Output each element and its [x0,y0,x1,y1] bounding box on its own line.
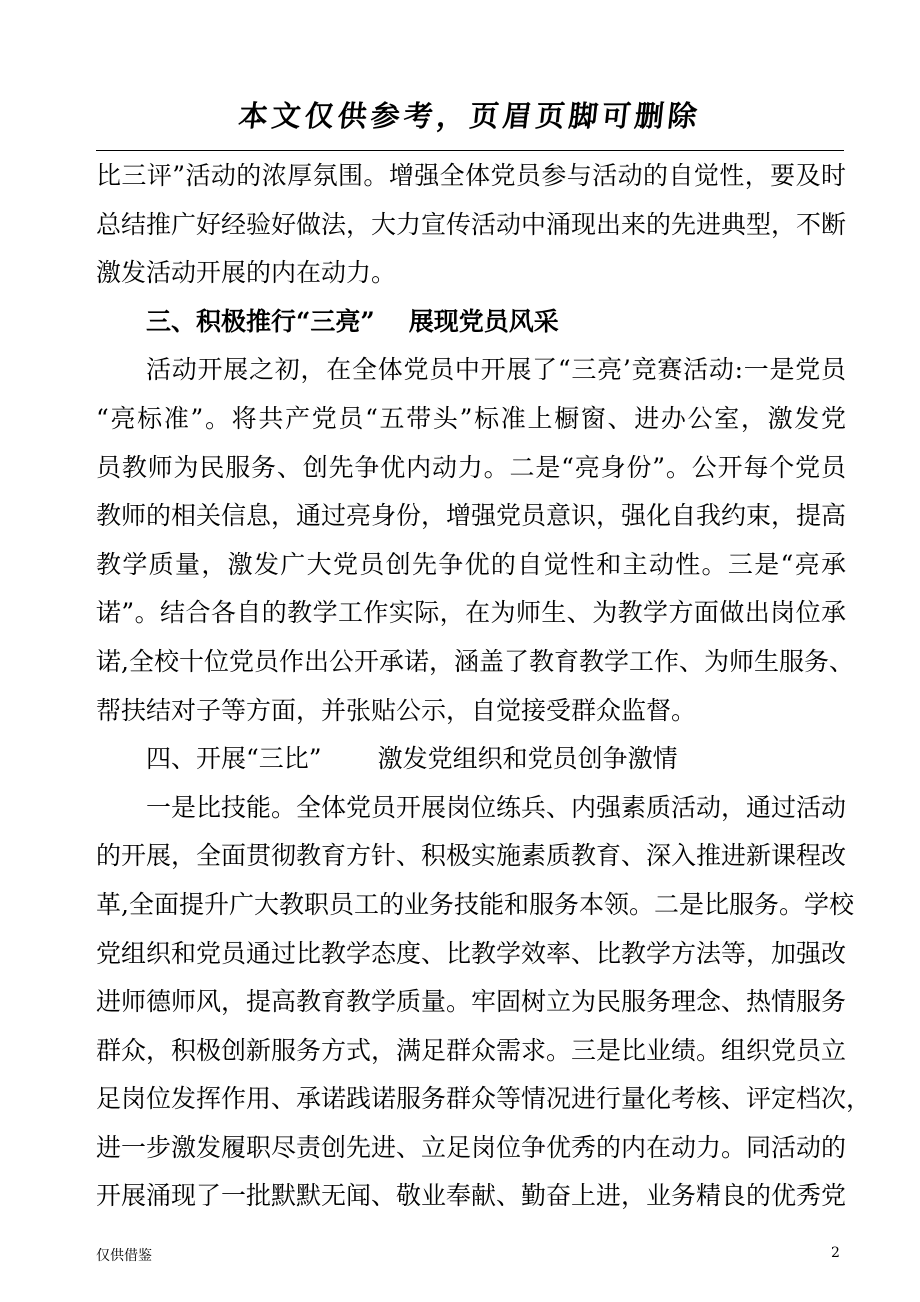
paragraph-line: 总结推广好经验好做法，大力宣传活动中涌现出来的先进典型，不断 [96,209,847,239]
section-heading-3 [96,298,846,347]
section-heading-4-title: 四、开展“三比” [146,744,322,774]
page-header [96,88,844,151]
section-heading-3-subtitle: 展现党员风采 [408,306,559,336]
paragraph-line: 一是比技能。全体党员开展岗位练兵、内强素质活动，通过活动 [146,792,847,822]
paragraph-line: 诺,全校十位党员作出公开承诺，涵盖了教育教学工作、为师生服务、 [96,646,854,676]
paragraph-line: 诺”。结合各自的教学工作实际，在为师生、为教学方面做出岗位承 [96,598,846,628]
paragraph-line: 教学质量，激发广大党员创先争优的自觉性和主动性。三是“亮承 [96,549,846,579]
paragraph-line: 教师的相关信息，通过亮身份，增强党员意识，强化自我约束，提高 [96,501,847,531]
section-heading-3-title: 三、积极推行“三亮” [146,306,375,336]
paragraph-line: “亮标准”。将共产党员“五带头”标准上橱窗、进办公室，激发党 [96,403,846,433]
paragraph-line: 党组织和党员通过比教学态度、比教学效率、比教学方法等，加强改 [96,938,847,968]
paragraph-line: 的开展，全面贯彻教育方针、积极实施素质教育、深入推进新课程改 [96,841,847,871]
paragraph-line: 激发活动开展的内在动力。 [96,258,397,288]
paragraph-line: 员教师为民服务、创先争优内动力。二是“亮身份”。公开每个党员 [96,452,846,482]
paragraph-line: 进师德师风，提高教育教学质量。牢固树立为民服务理念、热情服务 [96,987,847,1017]
footer-note: 仅供借鉴 [96,1248,152,1264]
section-heading-4-subtitle: 激发党组织和党员创争激情 [377,744,678,774]
paragraph-line: 活动开展之初，在全体党员中开展了“三亮’竞赛活动:一是党员 [146,355,846,385]
paragraph-line: 群众，积极创新服务方式，满足群众需求。三是比业绩。组织党员立 [96,1035,847,1065]
paragraph-line: 足岗位发挥作用、承诺践诺服务群众等情况进行量化考核、评定档次， [96,1084,872,1114]
paragraph-line: 帮扶结对子等方面，并张贴公示，自觉接受群众监督。 [96,695,697,725]
header-disclaimer: 本文仅供参考，页眉页脚可删除 [237,99,703,133]
document-body [96,152,872,1221]
section-heading-4 [96,735,846,784]
page-number: 2 [831,1245,840,1261]
paragraph-line: 进一步激发履职尽责创先进、立足岗位争优秀的内在动力。同活动的 [96,1132,847,1162]
paragraph-line: 革,全面提升广大教职员工的业务技能和服务本领。二是比服务。学校 [96,889,854,919]
paragraph-line: 开展涌现了一批默默无闻、敬业奉献、勤奋上进，业务精良的优秀党 [96,1181,847,1211]
paragraph-line: 比三评”活动的浓厚氛围。增强全体党员参与活动的自觉性，要及时 [96,161,846,190]
